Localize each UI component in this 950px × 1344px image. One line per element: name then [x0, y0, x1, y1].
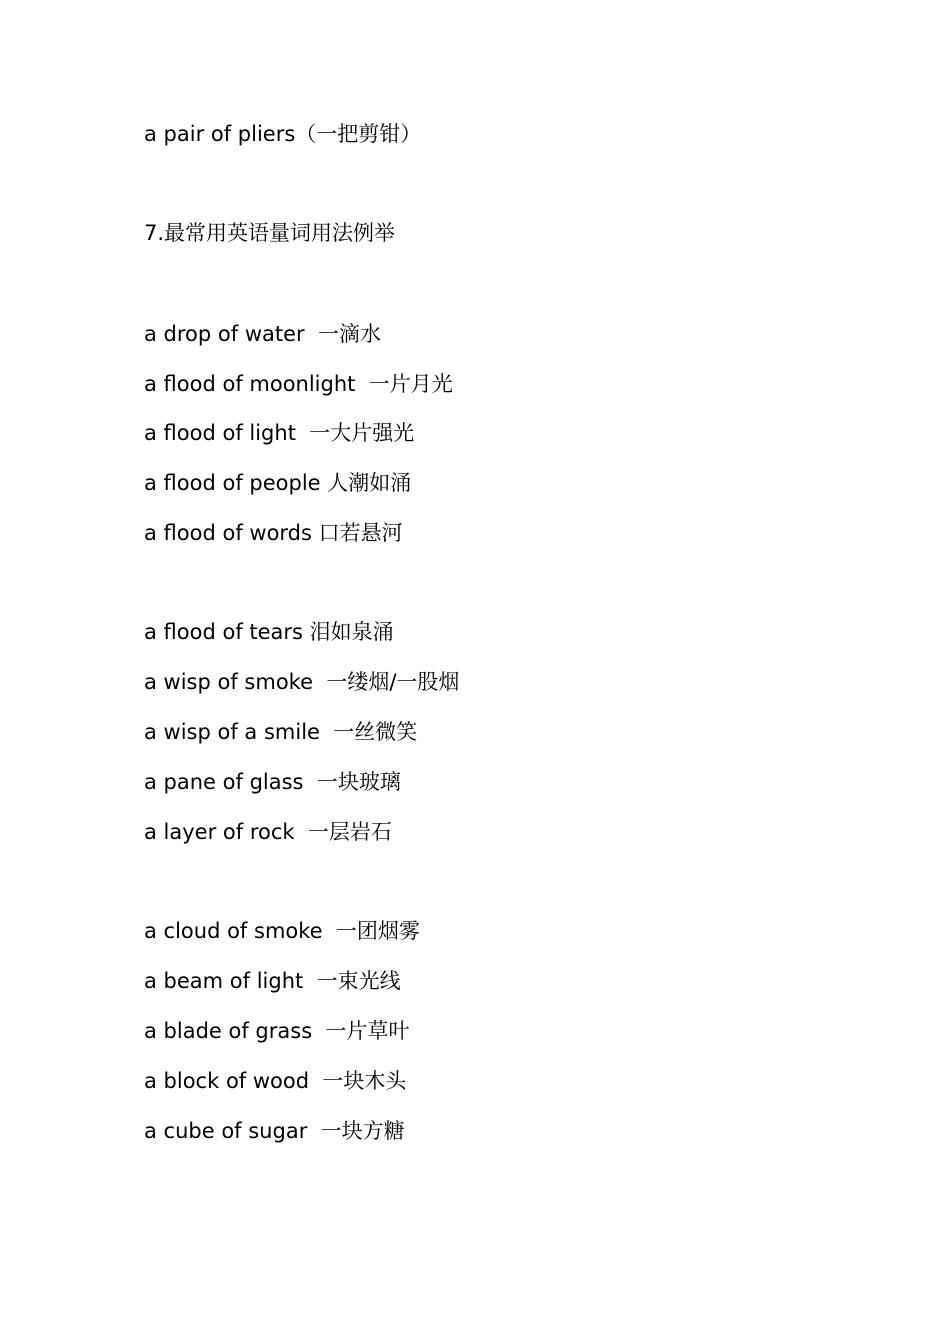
section-heading: 7.最常用英语量词用法例举 [144, 221, 396, 245]
text-line-blade-grass: a blade of grass 一片草叶 [144, 1019, 410, 1043]
text-line-flood-people: a flood of people 人潮如涌 [144, 471, 412, 495]
text-line-pliers: a pair of pliers（一把剪钳） [144, 122, 422, 146]
text-line-wisp-smile: a wisp of a smile 一丝微笑 [144, 720, 418, 744]
text-line-wisp-smoke: a wisp of smoke 一缕烟/一股烟 [144, 670, 460, 694]
text-line-beam-light: a beam of light 一束光线 [144, 969, 401, 993]
text-line-flood-moonlight: a flood of moonlight 一片月光 [144, 372, 453, 396]
text-line-drop-of-water: a drop of water 一滴水 [144, 322, 381, 346]
text-line-pane-glass: a pane of glass 一块玻璃 [144, 770, 401, 794]
text-line-flood-light: a flood of light 一大片强光 [144, 421, 415, 445]
text-line-layer-rock: a layer of rock 一层岩石 [144, 820, 392, 844]
text-line-cube-sugar: a cube of sugar 一块方糖 [144, 1119, 405, 1143]
text-line-block-wood: a block of wood 一块木头 [144, 1069, 407, 1093]
text-line-cloud-smoke: a cloud of smoke 一团烟雾 [144, 919, 420, 943]
text-line-flood-words: a flood of words 口若悬河 [144, 521, 403, 545]
text-line-flood-tears: a flood of tears 泪如泉涌 [144, 620, 394, 644]
